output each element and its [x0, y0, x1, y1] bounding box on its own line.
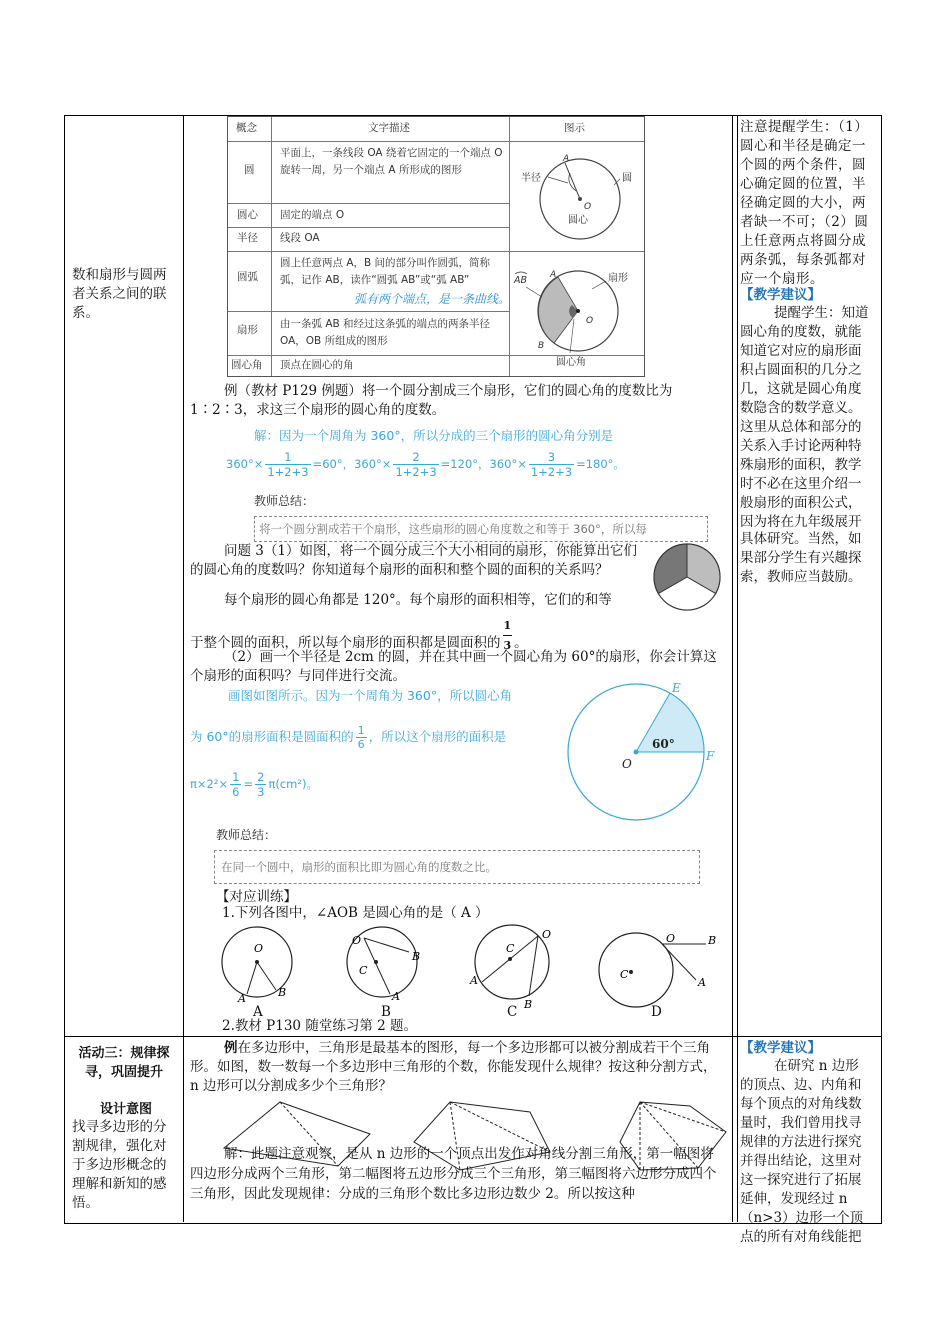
option-c-label: C: [507, 1004, 518, 1020]
fig-angle-label: 60°: [652, 737, 675, 751]
right-note2: 提醒学生：知道圆心角的度数，就能知道它对应的扇形面积占圆面积的几分之几，这就是圆心角度数隐含的数学意义。这里从总体和部分的关系入手讨论两种特殊扇形的面积，教学时不必在这里介绍一般扇形的面积公式，因为将在九年级展开: [740, 305, 869, 530]
problem3-answer1b: 于整个圆的面积，所以每个扇形的面积都是圆面积的 $\frac{1}{3}$ 。: [190, 624, 528, 663]
desc-central-angle: 顶点在圆心的角: [280, 359, 354, 371]
col-divider-2: [732, 115, 733, 1222]
circle-definition-figure: [510, 143, 642, 249]
practice-header: 【对应训练】: [216, 889, 297, 905]
term-radius: 半径: [237, 232, 258, 244]
fig-f-label: F: [706, 749, 715, 763]
fig1-circle-label: 圆: [622, 173, 632, 184]
term-center: 圆心: [237, 209, 258, 221]
option-a-figure: [222, 927, 292, 1005]
col-divider-3: [737, 115, 738, 1222]
example2-text: [190, 1039, 724, 1096]
example1-question: 例（教材 P129 例题）将一个圆分割成三个扇形，它们的圆心角的度数比为 1∶2∶3，求这三个扇形的圆心角的度数。: [190, 383, 673, 418]
fig1-center-label: 圆心: [568, 215, 588, 226]
right-note4: 在研究 n 边形的顶点、边、内角和每个顶点的对角线数量时，我们曾用找寻规律的方法进行探究并得出结论，这里对这一探究进行了拓展延伸，发现经过 n（n>3）边形一个顶点的所有对角线能把: [740, 1058, 864, 1245]
sol2-line2: 为 60°的扇形面积是圆面积的 $\frac{1}{6}$ ，所以这个扇形的面积是: [190, 724, 507, 751]
fig2-sector-label: 扇形: [608, 273, 628, 284]
header-concept: 概念: [236, 122, 257, 134]
three-sector-circle: [652, 542, 722, 612]
option-d-label: D: [651, 1004, 662, 1020]
term-central-angle: 圆心角: [231, 359, 263, 371]
header-desc: 文字描述: [368, 122, 410, 134]
col-divider-1: [183, 115, 184, 1222]
desc-sector: 由一条弧 AB 和经过这条弧的端点的两条半径 OA，OB 所组成的图形: [280, 318, 491, 347]
practice-q2: 2.教材 P130 随堂练习第 2 题。: [222, 1018, 417, 1034]
right-header2: 【教学建议】: [740, 1040, 821, 1056]
desc-center: 固定的端点 O: [280, 209, 345, 221]
desc-arc: 圆上任意两点 A，B 间的部分叫作圆弧，简称弧，记作 AB，读作“圆弧 AB”或“弧 AB”: [280, 257, 491, 286]
practice-q1: 1.下列各图中，∠AOB 是圆心角的是（ A ）: [222, 905, 489, 921]
activity-title: 活动三：规律探寻，巩固提升: [78, 1046, 170, 1080]
arc-sector-figure: [510, 253, 642, 375]
svg-text:A: A: [470, 974, 478, 987]
option-a-label: A: [253, 1004, 263, 1020]
summary-box-2: [214, 850, 700, 884]
option-d-figure: [599, 932, 716, 1007]
design-intent-text: 找寻多边形的分割规律，强化对于多边形概念的理解和新知的感悟。: [72, 1119, 167, 1211]
fig-e-label: E: [672, 681, 681, 695]
right-note3: 具体研究。当然，如果部分学生有兴趣探索，教师应当鼓励。: [740, 531, 862, 585]
left-row1-text: 数和扇形与圆两者关系之间的联系。: [72, 267, 167, 321]
option-b-figure: [347, 927, 420, 1003]
svg-text:B: B: [412, 950, 421, 963]
example1-calc: 360°× $\frac{1}{1+2+3}$ =60°，360°× $\frac{2}{1+2+3}$ =120°，360°× $\frac{3}{1+2+3}$ =180°。: [226, 450, 625, 479]
row-divider: [64, 1036, 881, 1037]
svg-text:C: C: [620, 968, 629, 981]
fig2-a-label: A: [550, 270, 557, 280]
svg-text:A: A: [392, 990, 400, 1003]
svg-text:O: O: [666, 932, 676, 945]
example1-solution-intro: 解：因为一个周角为 360°，所以分成的三个扇形的圆心角分别是: [254, 428, 614, 443]
desc-radius: 线段 OA: [280, 232, 320, 244]
summary-text-1: 将一个圆分割成若干个扇形，这些扇形的圆心角度数之和等于 360°，所以每: [259, 522, 647, 536]
right-header1: 【教学建议】: [740, 287, 821, 303]
term-circle: 圆: [244, 164, 255, 176]
term-arc: 圆弧: [237, 271, 258, 283]
problem3-part1: 问题 3（1）如图，将一个圆分成三个大小相同的扇形，你能算出它们的圆心角的度数吗？你知道每个扇形的面积和整个圆的面积的关系吗？: [190, 542, 640, 580]
svg-text:C: C: [359, 964, 368, 977]
fig1-a-label: A: [563, 154, 570, 164]
sixty-degree-sector-figure: [564, 672, 724, 832]
svg-text:B: B: [524, 998, 533, 1011]
fig1-radius-label: 半径: [521, 173, 541, 184]
concept-table: [227, 116, 645, 377]
svg-text:O: O: [254, 942, 264, 955]
problem3-part2: （2）画一个半径是 2cm 的圆，并在其中画一个圆心角为 60°的扇形，你会计算这个扇形的面积吗？与同伴进行交流。: [190, 649, 717, 684]
handwritten-note: 弧有两个端点，是一条曲线。: [354, 292, 511, 306]
fig2-o-label: O: [586, 316, 594, 326]
fig2-arc-label: AB: [514, 275, 528, 286]
svg-text:A: A: [238, 992, 246, 1005]
svg-text:B: B: [278, 986, 287, 999]
header-figure: 图示: [564, 122, 585, 134]
sol2-line1: 画图如图所示。因为一个周角为 360°，所以圆心角: [228, 688, 513, 703]
teacher-summary-label-2: 教师总结：: [216, 828, 277, 842]
desc-circle: 平面上，一条线段 OA 绕着它固定的一个端点 O 旋转一周，另一个端点 A 所形成的图形: [280, 147, 503, 176]
svg-text:C: C: [506, 942, 515, 955]
fig2-center-angle-label: 圆心角: [556, 357, 586, 368]
summary-text-2: 在同一个圆中，扇形的面积比即为圆心角的度数之比。: [221, 860, 497, 874]
sol2-line3: π×2²× $\frac{1}{6}$ = $\frac{2}{3}$ π(cm²)。: [190, 770, 318, 799]
option-b-label: B: [381, 1004, 391, 1020]
svg-text:O: O: [352, 934, 362, 947]
fig2-b-label: B: [538, 341, 545, 351]
right-note1: 注意提醒学生：（1）圆心和半径是确定一个圆的两个条件，圆心确定圆的位置，半径确定圆的大小，两者缺一不可；（2）圆上任意两点将圆分成两条弧，每条弧都对应一个扇形。: [740, 119, 869, 287]
teacher-summary-label-1: 教师总结：: [254, 494, 315, 508]
problem3-answer1a: 每个扇形的圆心角都是 120°。每个扇形的面积相等，它们的和等: [224, 592, 612, 608]
svg-text:A: A: [698, 976, 706, 989]
summary-box-1: [254, 516, 708, 542]
option-c-figure: [469, 925, 551, 1011]
example2-body: 在多边形中，三角形是最基本的图形，每一个多边形都可以被分割成若干个三角形。如图，数一数每一个多边形中三角形的个数，你能发现什么规律？按这种分割方式，n 边形可以分割成多少个三角形？: [190, 1040, 717, 1094]
example2-label: 例: [224, 1040, 238, 1056]
svg-text:B: B: [708, 934, 717, 947]
term-sector: 扇形: [237, 324, 258, 336]
fig-o-label: O: [622, 757, 632, 771]
design-intent-label: 设计意图: [99, 1102, 152, 1117]
practice-option-figures: [214, 922, 724, 1022]
svg-text:O: O: [542, 928, 552, 941]
fig1-o-label: O: [584, 202, 592, 212]
example2-solution: 解：此题注意观察，是从 n 边形的一个顶点出发作对角线分割三角形，第一幅图将四边形分成两个三角形，第二幅图将五边形分成三个三角形，第三幅图将六边形分成四个三角形，因此发现规律：分成的三角形个数比多边形边数少 2。所以按这种: [190, 1146, 717, 1202]
